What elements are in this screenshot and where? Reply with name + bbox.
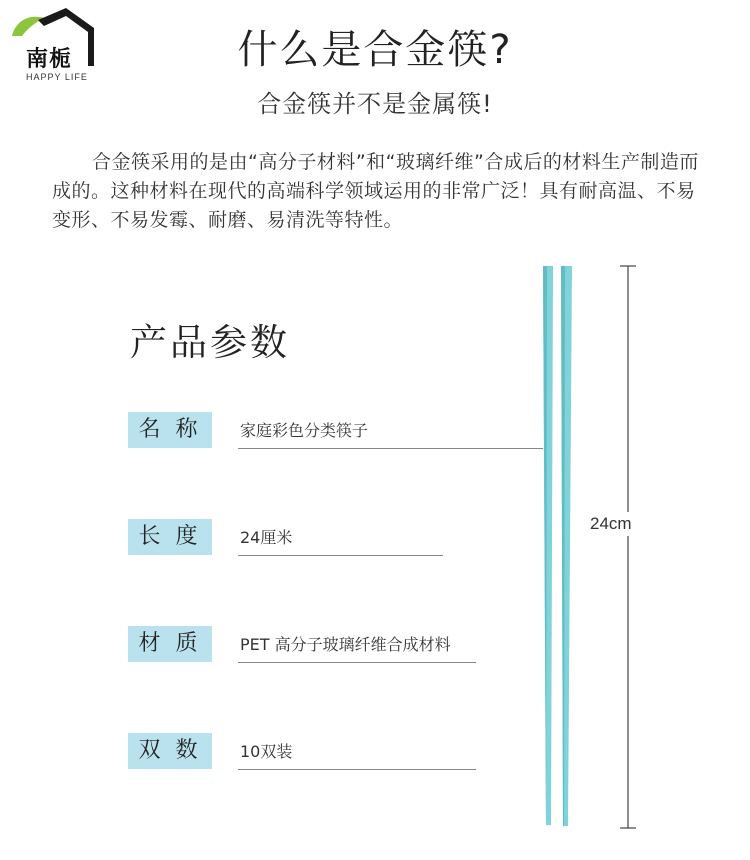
- brand-name: 南栀: [26, 47, 73, 72]
- spec-underline: [238, 555, 443, 556]
- intro-paragraph: 合金筷采用的是由“高分子材料”和“玻璃纤维”合成后的材料生产制造而成的。这种材料在现代的高端科学领域运用的非常广泛！具有耐高温、不易变形、不易发霉、耐磨、易清洗等特性。: [52, 151, 699, 231]
- spec-label: 名 称: [128, 412, 212, 448]
- spec-row-length: [128, 519, 488, 559]
- chopstick-illustration: [530, 260, 660, 835]
- specs-title: 产品参数: [130, 321, 290, 364]
- spec-underline: [238, 662, 476, 663]
- spec-value: 24厘米: [240, 528, 293, 547]
- chopsticks-image: [530, 260, 660, 835]
- page-title: 什么是合金筷?: [237, 27, 513, 73]
- spec-row-quantity: [128, 733, 488, 773]
- spec-value: PET 高分子玻璃纤维合成材料: [240, 635, 451, 654]
- brand-tagline: HAPPY LIFE: [26, 72, 88, 82]
- spec-label: 双 数: [128, 733, 212, 769]
- spec-underline: [238, 448, 543, 449]
- page-subtitle: 合金筷并不是金属筷!: [257, 90, 493, 118]
- spec-value: 家庭彩色分类筷子: [240, 421, 369, 440]
- spec-underline: [238, 769, 476, 770]
- dimension-label: 24cm: [590, 512, 632, 536]
- spec-label: 材 质: [128, 626, 212, 662]
- spec-row-name: [128, 412, 488, 452]
- spec-value: 10双装: [240, 742, 293, 761]
- spec-row-material: [128, 626, 488, 666]
- spec-label: 长 度: [128, 519, 212, 555]
